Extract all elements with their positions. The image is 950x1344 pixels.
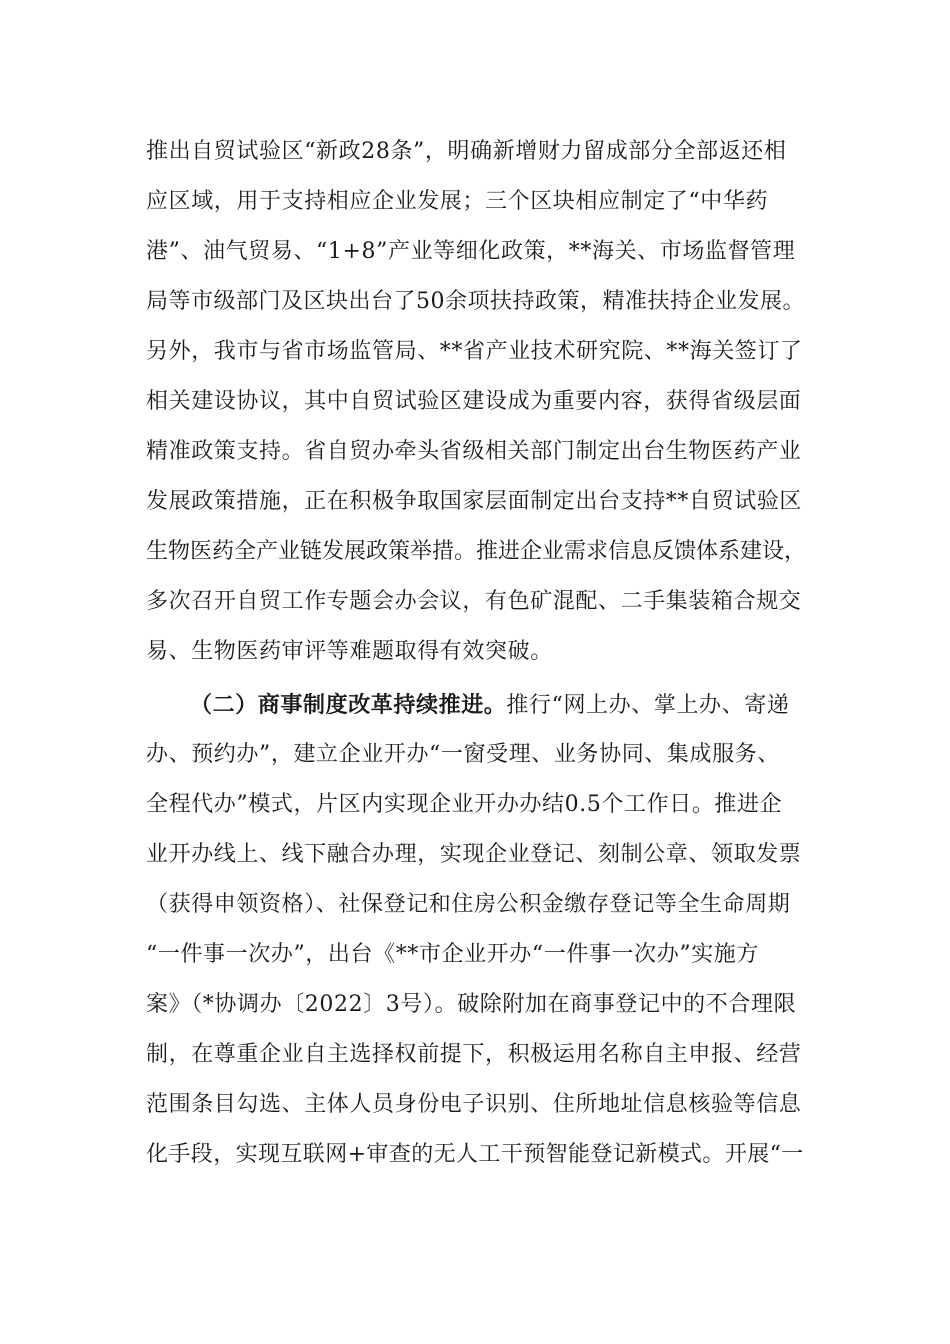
paragraph-2-line-7: 案》（*协调办〔2022〕3号）。破除附加在商事登记中的不合理限 [146,992,797,1017]
paragraph-2-line-9: 范围条目勾选、主体人员身份电子识别、住所地址信息核验等信息 [146,1092,802,1117]
paragraph-2-line-3: 全程代办”模式，片区内实现企业开办办结0.5个工作日。推进企 [146,792,783,817]
paragraph-1-line-10: 多次召开自贸工作专题会办会议，有色矿混配、二手集装箱合规交 [146,589,802,614]
paragraph-1-line-3: 港”、油气贸易、“1+8”产业等细化政策，**海关、市场监督管理 [146,239,796,264]
paragraph-1-line-1: 推出自贸试验区“新政28条”，明确新增财力留成部分全部返还相 [146,139,787,164]
paragraph-2-line-2: 办、预约办”，建立企业开办“一窗受理、业务协同、集成服务、 [146,742,780,767]
paragraph-1-line-7: 精准政策支持。省自贸办牵头省级相关部门制定出台生物医药产业 [146,439,802,464]
section-heading: （二）商事制度改革持续推进。 [190,692,507,718]
paragraph-1-line-6: 相关建设协议，其中自贸试验区建设成为重要内容，获得省级层面 [146,389,802,414]
paragraph-1-line-4: 局等市级部门及区块出台了50余项扶持政策，精准扶持企业发展。 [146,289,805,314]
paragraph-2-first-line [190,690,789,721]
paragraph-1-line-9: 生物医药全产业链发展政策举措。推进企业需求信息反馈体系建设， [146,539,807,564]
paragraph-1-line-8: 发展政策措施，正在积极争取国家层面制定出台支持**自贸试验区 [146,489,803,514]
paragraph-1-line-2: 应区域，用于支持相应企业发展；三个区块相应制定了“中华药 [146,189,769,214]
paragraph-2-line-6: “一件事一次办”，出台《**市企业开办“一件事一次办”实施方 [146,942,759,967]
paragraph-1-line-11: 易、生物医药审评等难题取得有效突破。 [146,639,553,664]
paragraph-2-line-4: 业开办线上、线下融合办理，实现企业登记、刻制公章、领取发票 [146,842,802,867]
paragraph-2-line-8: 制，在尊重企业自主选择权前提下，积极运用名称自主申报、经营 [146,1042,802,1067]
paragraph-2-line-1-text: 推行“网上办、掌上办、寄递 [506,693,790,718]
paragraph-2-line-5: （获得申领资格）、社保登记和住房公积金缴存登记等全生命周期 [146,892,791,917]
paragraph-2-line-10: 化手段，实现互联网+审查的无人工干预智能登记新模式。开展“一 [146,1142,804,1167]
paragraph-1-line-5: 另外，我市与省市场监管局、**省产业技术研究院、**海关签订了 [146,339,803,364]
